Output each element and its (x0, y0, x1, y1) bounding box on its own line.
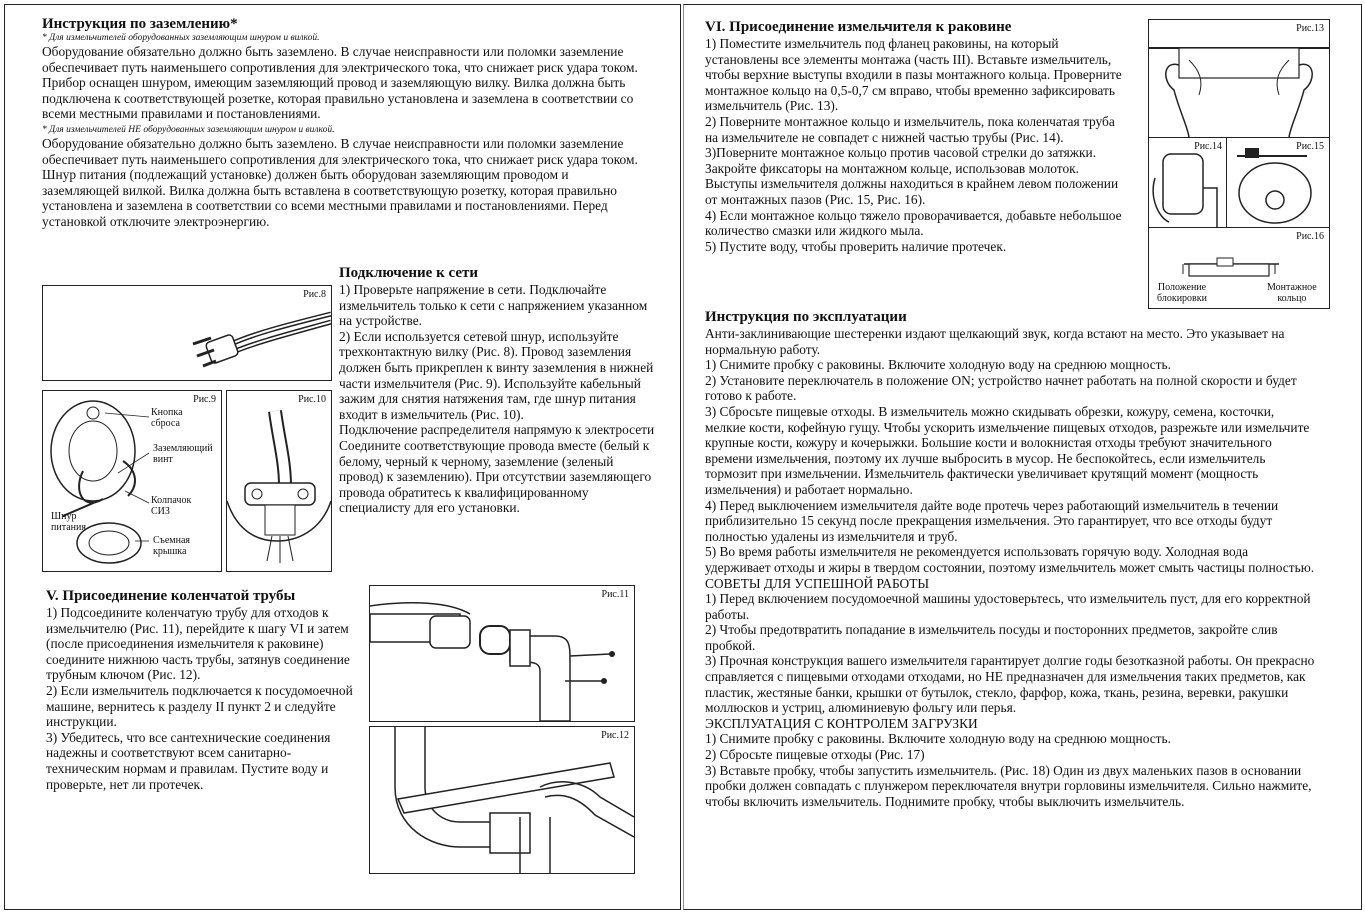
lock-position-callout: Положение блокировки (1157, 282, 1207, 304)
figure-12-label: Рис.12 (601, 730, 629, 741)
cable-clamp-illustration (227, 391, 331, 571)
figure-11-label: Рис.11 (601, 589, 629, 600)
cover-callout: Съемная крышка (153, 535, 190, 557)
mounting-hands-illustration (1149, 20, 1329, 138)
figure-12 (369, 726, 635, 874)
operation-title: Инструкция по эксплуатации (705, 309, 907, 325)
grinder-bottom-illustration (43, 391, 221, 571)
wrench-illustration (370, 727, 634, 873)
figure-8-label: Рис.8 (303, 289, 326, 300)
sink-text: 1) Поместите измельчитель под фланец раковины, на который установлены все элементы монтажа (часть III). Вставьте измельчитель, чтобы верхние выступы входили в пазы монтажного кольца. Проверните монтажное кольцо на 0,5-0,7 см вправо, чтобы временно зафиксировать измельчитель (Рис. 13). 2) Поверните монтажное кольцо и измельчитель, пока коленчатая труба на измельчителе не совпадет с нижней частью трубы (Рис. 14). 3)Поверните монтажное кольцо против часовой стрелки до затяжки. Закройте фиксаторы на монтажном кольце, использовав молоток. Выступы измельчителя должны находиться в крайнем левом положении от монтажных пазов (Рис. 15, Рис. 16). 4) Если монтажное кольцо тяжело проворачивается, добавьте небольшое количество смазки или жидкого мыла. 5) Пустите воду, чтобы проверить наличие протечек. (705, 36, 1122, 254)
grounding-section (42, 16, 642, 230)
figure-9 (42, 390, 222, 572)
cord-callout: Шнур питания (51, 511, 86, 533)
figure-10-label: Рис.10 (298, 394, 326, 405)
figure-15 (1226, 137, 1330, 229)
network-section (339, 265, 659, 516)
trap-section (46, 588, 358, 792)
plug-illustration (43, 286, 331, 380)
grounding-note-2: * Для измельчителей НЕ оборудованных заземляющим шнуром и вилкой. (42, 124, 335, 135)
figure-14 (1148, 137, 1228, 229)
figure-16 (1148, 227, 1330, 309)
cap-callout: Колпачок СИЗ (151, 495, 192, 517)
trap-text: 1) Подсоедините коленчатую трубу для отходов к измельчителю (Рис. 11), перейдите к шагу VI и затем (после присоединения измельчителя к раковине) соедините нижнюю часть трубы, затянув соединение трубным ключом (Рис. 12). 2) Если измельчитель подключается к посудомоечной машине, вернитесь к разделу II пункт 2 и следуйте инструкции. 3) Убедитесь, что все сантехнические соединения надежны и соответствуют всем санитарно-техническим нормам и правилам. Пустите воду и проверьте, нет ли протечек. (46, 605, 353, 792)
mounting-ring-callout: Монтажное кольцо (1267, 282, 1317, 304)
sink-section (705, 19, 1123, 254)
ground-screw-callout: Заземляющий винт (153, 443, 213, 465)
figure-8 (42, 285, 332, 381)
sink-title: VI. Присоединение измельчителя к раковине (705, 19, 1012, 35)
figure-16-label: Рис.16 (1296, 231, 1324, 242)
trap-title: V. Присоединение коленчатой трубы (46, 588, 296, 604)
pipe-illustration (370, 586, 634, 721)
figure-9-label: Рис.9 (193, 394, 216, 405)
network-title: Подключение к сети (339, 265, 478, 281)
tips-text: 1) Перед включением посудомоечной машины удостоверьтесь, что измельчитель пуст, для его корректной работы. 2) Чтобы предотвратить попадание в измельчитель посуды и посторонних предметов, закройте слив пробкой. 3) Прочная конструкция вашего измельчителя гарантирует долгие годы безотказной работы. Он прекрасно справляется с пищевыми отходами отходами, но НЕ предназначен для измельчения таких предметов, как пластик, жестяные банки, крышки от бутылок, стекло, фарфор, кожа, ткань, резина, веревки, ракушки моллюсков и устриц, алюминиевую фольгу или перья. (705, 591, 1315, 716)
load-text: 1) Снимите пробку с раковины. Включите холодную воду на среднюю мощность. 2) Сбросьте пищевые отходы (Рис. 17) 3) Вставьте пробку, чтобы запустить измельчитель. (Рис. 18) Один из двух маленьких пазов в основании пробки должен совпадать с плунжером переключателя внутри горловины измельчителя. Сильно нажмите, чтобы включить измельчитель. Поднимите пробку, чтобы выключить измельчитель. (705, 731, 1312, 809)
grounding-note-1: * Для измельчителей оборудованных заземляющим шнуром и вилкой. (42, 33, 320, 43)
tips-title: СОВЕТЫ ДЛЯ УСПЕШНОЙ РАБОТЫ (705, 575, 930, 591)
grounding-text-2: Оборудование обязательно должно быть заземлено. В случае неисправности или поломки заземление обеспечивает путь наименьшего сопротивления для электрического тока, что снижает риск удара током. Шнур питания (подлежащий установке) должен быть оборудован заземляющим проводом и заземляющей вилкой. Вилка должна быть вставлена в соответствующую розетку, которая правильно установлена и заземлена в соответствии со всеми местными правилами и постановлениями. Перед установкой отключите электроэнергию. (42, 135, 638, 229)
figure-11 (369, 585, 635, 722)
operation-section (705, 309, 1315, 809)
network-text: 1) Проверьте напряжение в сети. Подключайте измельчитель только к сети с напряжением указанном на устройстве. 2) Если используется сетевой шнур, используйте трехконтактную вилку (Рис. 8). Провод заземления должен быть прикреплен к винту заземления в нижней части измельчителя (Рис. 9). Используйте кабельный зажим для снятия натяжения там, где шнур питания входит в измельчитель (Рис. 10). Подключение распределителя напрямую к электросети Соедините соответствующие провода вместе (белый к белому, черный к черному, заземление (зеленый провод) к заземлению). При отсутствии заземляющего провода обратитесь к квалифицированному специалисту для его установки. (339, 282, 655, 516)
figure-15-label: Рис.15 (1296, 141, 1324, 152)
figure-10 (226, 390, 332, 572)
figure-14-label: Рис.14 (1194, 141, 1222, 152)
reset-button-callout: Кнопка сброса (151, 407, 183, 429)
figure-13-label: Рис.13 (1296, 23, 1324, 34)
grounding-title: Инструкция по заземлению* (42, 16, 238, 32)
load-title: ЭКСПЛУАТАЦИЯ С КОНТРОЛЕМ ЗАГРУЗКИ (705, 715, 978, 731)
grounding-text-1: Оборудование обязательно должно быть заземлено. В случае неисправности или поломки заземление обеспечивает путь наименьшего сопротивления для электрического тока, что снижает риск удара током. Прибор оснащен шнуром, имеющим заземляющий провод и заземляющую вилку. Вилка должна быть подключена к соответствующей розетке, которая правильно установлена и заземлена в соответствии со всеми местными правилами и постановлениями. (42, 44, 638, 122)
figure-13 (1148, 19, 1330, 139)
operation-text: Анти-заклинивающие шестеренки издают щелкающий звук, когда встают на место. Это указывает на нормальную работу. 1) Снимите пробку с раковины. Включите холодную воду на среднюю мощность. 2) Установите переключатель в положение ON; устройство начнет работать на полной скорости и будет готово к работе. 3) Сбросьте пищевые отходы. В измельчитель можно скидывать обрезки, кожуру, семена, косточки, мелкие кости, кофейную гущу. Чтобы ускорить измельчение пищевых отходов, разрежьте или измельчите крупные кости, кожуру и кочерыжки. Большие кости и волокнистая отходы требуют значительного времени измельчения, поэтому их лучше выбросить в мусор. Не беспокойтесь, если измельчитель тормозит при измельчении. Измельчитель фактически увеличивает крутящий момент (мощность измельчения) и работает нормально. 4) Перед выключением измельчителя дайте воде протечь через работающий измельчитель в течении приблизительно 15 секунд после прекращения измельчения. Это гарантирует, что все отходы будут полностью удалены из измельчителя и труб. 5) Во время работы измельчителя не рекомендуется использовать горячую воду. Холодная вода удерживает отходы и жиры в твердом состоянии, поэтому измельчитель может смыть частицы полностью. (705, 326, 1315, 575)
